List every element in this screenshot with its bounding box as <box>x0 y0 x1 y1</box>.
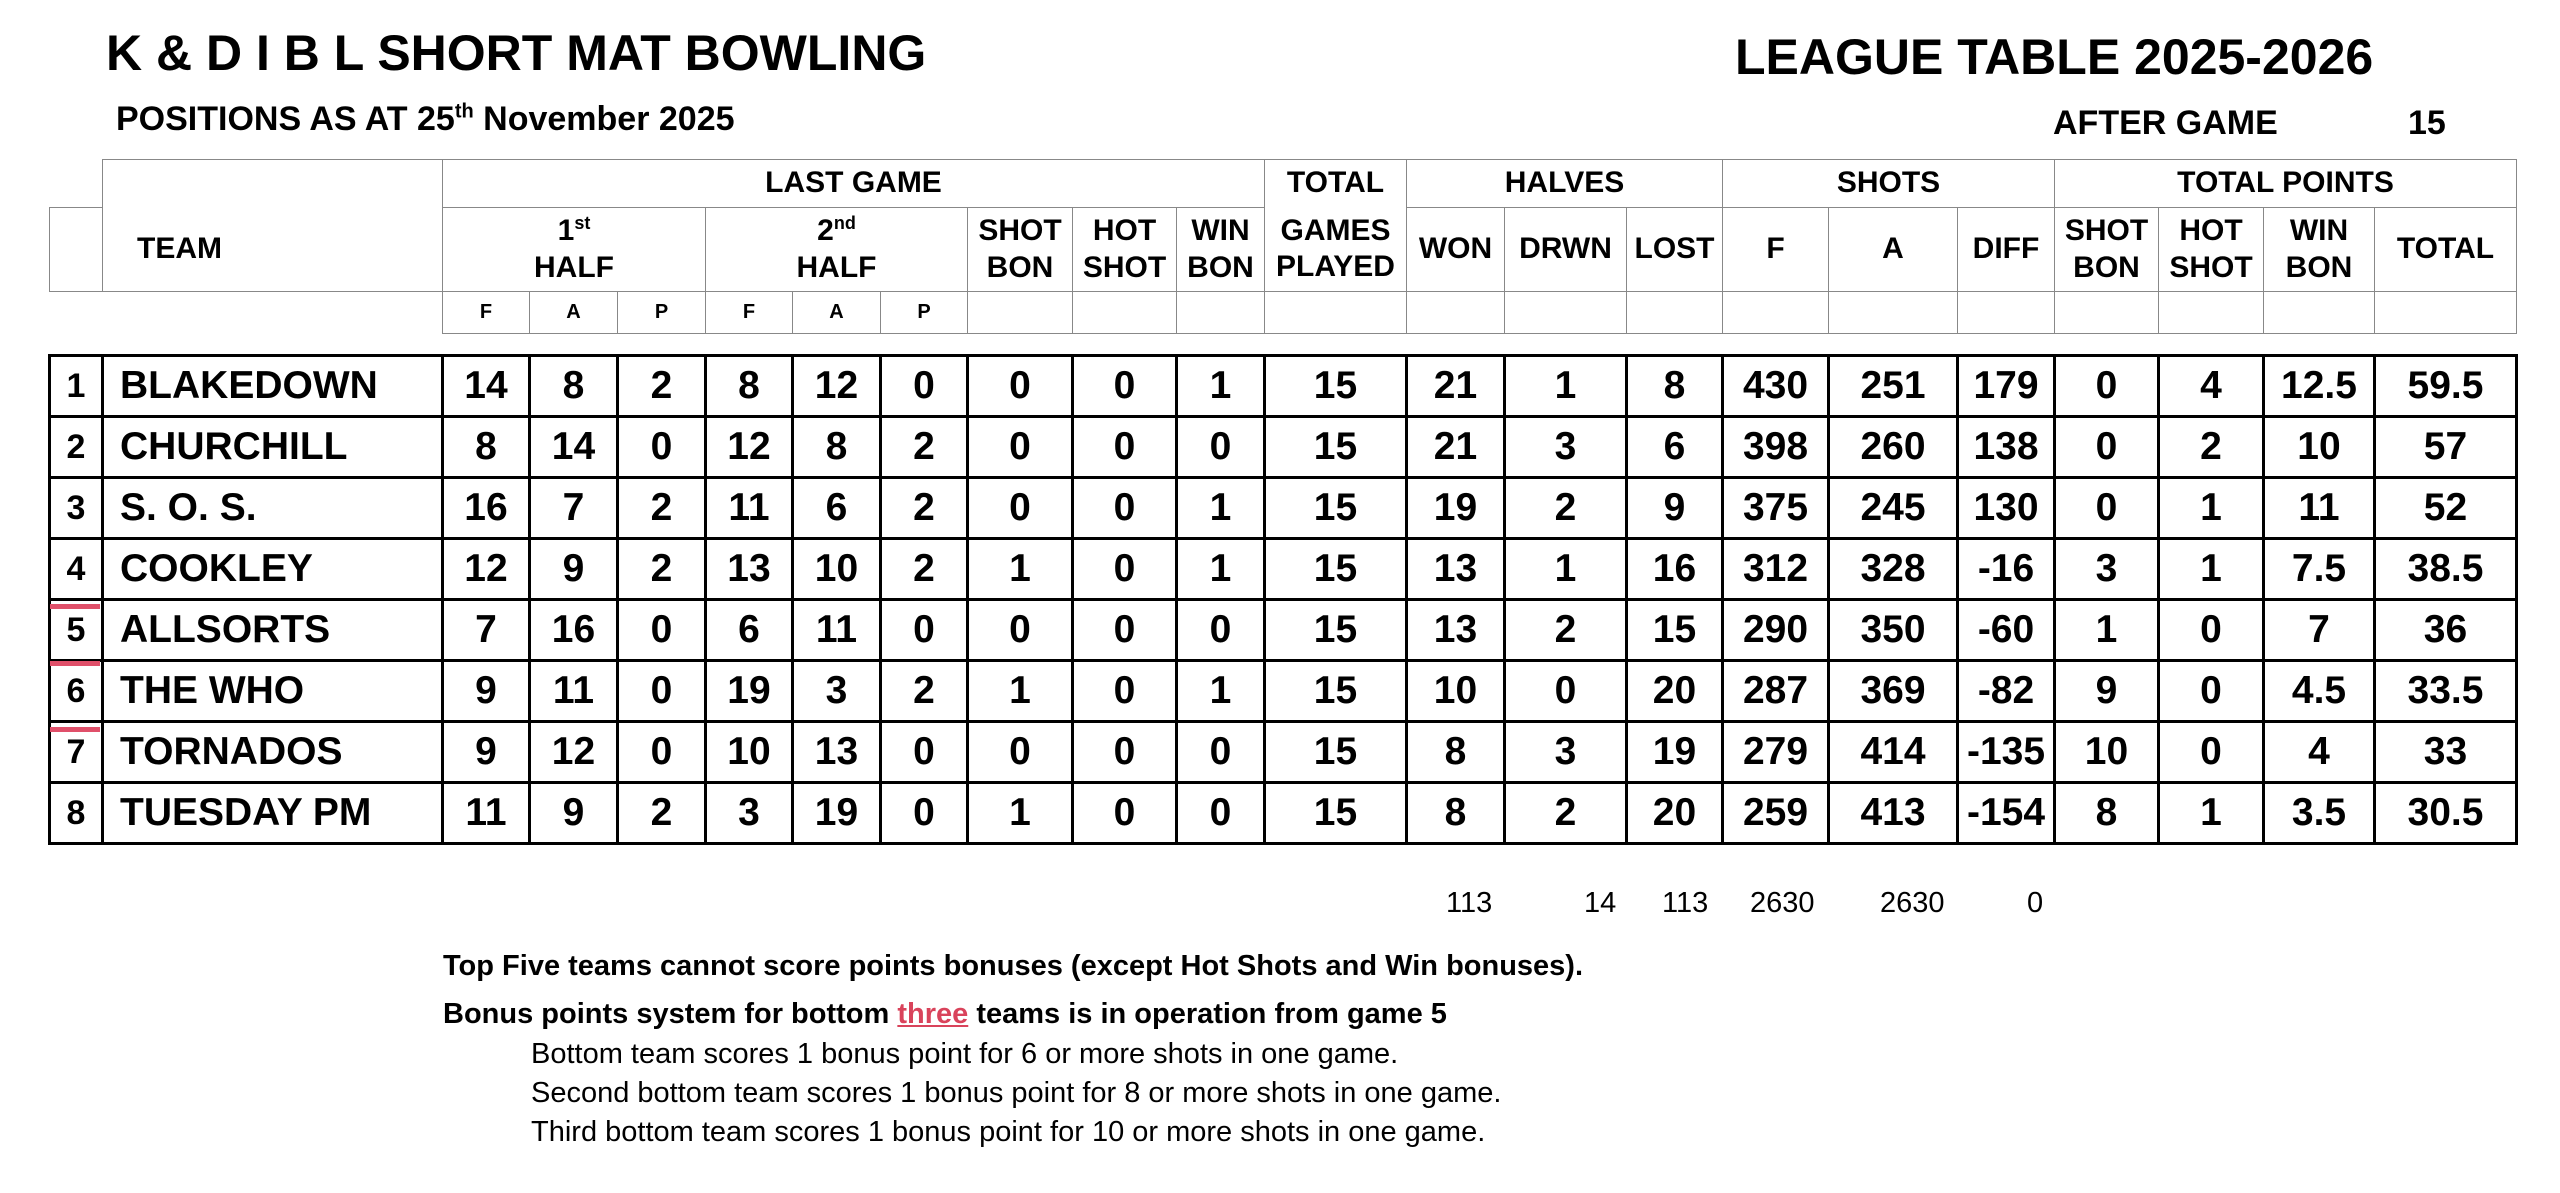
cell-pos: 4 <box>50 539 103 600</box>
table-row <box>50 417 2517 478</box>
cell-pts-shot-bon: 0 <box>2055 356 2159 417</box>
cell-h2-f: 11 <box>706 478 793 539</box>
total-points-header: TOTAL POINTS <box>2055 160 2517 208</box>
cell-pts-win-bon: 10 <box>2264 417 2375 478</box>
cell-lost: 15 <box>1627 600 1723 661</box>
cell-shots-a: 328 <box>1829 539 1958 600</box>
shot-bon-header: SHOT BON <box>968 208 1073 292</box>
cell-h1-p: 0 <box>618 722 706 783</box>
shots-f-header: F <box>1723 208 1829 292</box>
total-a: 2630 <box>1880 887 1945 919</box>
cell-shots-f: 259 <box>1723 783 1829 844</box>
cell-diff: -16 <box>1958 539 2055 600</box>
cell-won: 21 <box>1407 356 1505 417</box>
points-shot-bon-header: SHOT BON <box>2055 208 2159 292</box>
cell-h2-f: 13 <box>706 539 793 600</box>
cell-hot-shot: 0 <box>1073 539 1177 600</box>
cell-h1-a: 14 <box>530 417 618 478</box>
last-game-header: LAST GAME <box>443 160 1265 208</box>
cell-games-played: 15 <box>1265 417 1407 478</box>
cell-diff: 179 <box>1958 356 2055 417</box>
cell-won: 10 <box>1407 661 1505 722</box>
cell-diff: 138 <box>1958 417 2055 478</box>
cell-pts-win-bon: 4.5 <box>2264 661 2375 722</box>
cell-pts-shot-bon: 1 <box>2055 600 2159 661</box>
cell-shots-a: 369 <box>1829 661 1958 722</box>
cell-shots-f: 375 <box>1723 478 1829 539</box>
total-f: 2630 <box>1750 887 1815 919</box>
cell-pts-shot-bon: 9 <box>2055 661 2159 722</box>
cell-pts-win-bon: 12.5 <box>2264 356 2375 417</box>
team-header: TEAM <box>103 208 443 292</box>
cell-shot-bon: 0 <box>968 478 1073 539</box>
cell-h2-p: 2 <box>881 661 968 722</box>
cell-pts-win-bon: 11 <box>2264 478 2375 539</box>
total-won: 113 <box>1446 887 1493 919</box>
cell-pts-hot-shot: 2 <box>2159 417 2264 478</box>
cell-h1-a: 11 <box>530 661 618 722</box>
cell-h2-f: 19 <box>706 661 793 722</box>
drwn-header: DRWN <box>1505 208 1627 292</box>
total-diff: 0 <box>2027 887 2044 919</box>
cell-games-played: 15 <box>1265 600 1407 661</box>
cell-pts-hot-shot: 1 <box>2159 539 2264 600</box>
cell-hot-shot: 0 <box>1073 356 1177 417</box>
table-row <box>50 356 2517 417</box>
cell-total-points: 36 <box>2375 600 2517 661</box>
cell-total-points: 33 <box>2375 722 2517 783</box>
cell-diff: -60 <box>1958 600 2055 661</box>
total-lost: 113 <box>1662 887 1709 919</box>
cell-pos: 6 <box>50 661 103 722</box>
cell-won: 21 <box>1407 417 1505 478</box>
cell-total-points: 57 <box>2375 417 2517 478</box>
table-row <box>50 539 2517 600</box>
cell-shots-f: 279 <box>1723 722 1829 783</box>
cell-h1-a: 7 <box>530 478 618 539</box>
cell-drwn: 2 <box>1505 783 1627 844</box>
cell-h1-p: 0 <box>618 417 706 478</box>
sub-a: A <box>793 292 881 334</box>
note-third-bottom-team: Third bottom team scores 1 bonus point for 10 or more shots in one game. <box>531 1116 1486 1148</box>
cell-team: COOKLEY <box>103 539 443 600</box>
table-row <box>50 722 2517 783</box>
cell-lost: 9 <box>1627 478 1723 539</box>
cell-pos: 7 <box>50 722 103 783</box>
cell-win-bon: 1 <box>1177 539 1265 600</box>
cell-pts-win-bon: 7 <box>2264 600 2375 661</box>
cell-h2-a: 10 <box>793 539 881 600</box>
cell-games-played: 15 <box>1265 722 1407 783</box>
cell-shots-a: 413 <box>1829 783 1958 844</box>
shots-a-header: A <box>1829 208 1958 292</box>
cell-win-bon: 0 <box>1177 783 1265 844</box>
after-game-value: 15 <box>2408 104 2446 142</box>
points-win-bon-header: WIN BON <box>2264 208 2375 292</box>
points-hot-shot-header: HOT SHOT <box>2159 208 2264 292</box>
sub-f: F <box>706 292 793 334</box>
note-second-bottom-team: Second bottom team scores 1 bonus point for 8 or more shots in one game. <box>531 1077 1502 1109</box>
cell-h1-f: 11 <box>443 783 530 844</box>
cell-pos: 2 <box>50 417 103 478</box>
cell-total-points: 33.5 <box>2375 661 2517 722</box>
cell-h1-p: 2 <box>618 478 706 539</box>
cell-h1-f: 12 <box>443 539 530 600</box>
cell-pts-hot-shot: 1 <box>2159 478 2264 539</box>
page-title: K & D I B L SHORT MAT BOWLING <box>106 25 927 81</box>
cell-hot-shot: 0 <box>1073 417 1177 478</box>
cell-h2-p: 0 <box>881 722 968 783</box>
cell-shots-f: 290 <box>1723 600 1829 661</box>
league-table-title: LEAGUE TABLE 2025-2026 <box>1735 29 2374 85</box>
cell-shots-a: 260 <box>1829 417 1958 478</box>
cell-shot-bon: 0 <box>968 356 1073 417</box>
cell-lost: 19 <box>1627 722 1723 783</box>
after-game-label: AFTER GAME <box>2053 104 2278 142</box>
cell-won: 19 <box>1407 478 1505 539</box>
cell-team: BLAKEDOWN <box>103 356 443 417</box>
cell-shot-bon: 1 <box>968 783 1073 844</box>
cell-h2-f: 10 <box>706 722 793 783</box>
cell-team: THE WHO <box>103 661 443 722</box>
table-row <box>50 783 2517 844</box>
cell-win-bon: 0 <box>1177 722 1265 783</box>
cell-h2-p: 0 <box>881 600 968 661</box>
games-played-header: GAMES PLAYED <box>1265 208 1407 292</box>
cell-h2-p: 2 <box>881 478 968 539</box>
cell-lost: 6 <box>1627 417 1723 478</box>
cell-lost: 8 <box>1627 356 1723 417</box>
cell-shots-a: 251 <box>1829 356 1958 417</box>
cell-h2-p: 2 <box>881 539 968 600</box>
second-half-header: 2nd HALF <box>706 208 968 292</box>
league-table <box>48 159 2518 845</box>
cell-games-played: 15 <box>1265 783 1407 844</box>
cell-hot-shot: 0 <box>1073 478 1177 539</box>
highlight-three: three <box>897 998 969 1030</box>
table-row <box>50 600 2517 661</box>
cell-games-played: 15 <box>1265 539 1407 600</box>
cell-shot-bon: 1 <box>968 661 1073 722</box>
cell-lost: 20 <box>1627 783 1723 844</box>
cell-win-bon: 1 <box>1177 356 1265 417</box>
cell-pos: 8 <box>50 783 103 844</box>
cell-pos: 3 <box>50 478 103 539</box>
lost-header: LOST <box>1627 208 1723 292</box>
cell-pts-win-bon: 4 <box>2264 722 2375 783</box>
halves-header: HALVES <box>1407 160 1723 208</box>
cell-won: 8 <box>1407 722 1505 783</box>
cell-team: ALLSORTS <box>103 600 443 661</box>
cell-won: 8 <box>1407 783 1505 844</box>
table-row <box>50 478 2517 539</box>
cell-lost: 16 <box>1627 539 1723 600</box>
cell-win-bon: 0 <box>1177 417 1265 478</box>
cell-hot-shot: 0 <box>1073 600 1177 661</box>
cell-h2-f: 8 <box>706 356 793 417</box>
cell-games-played: 15 <box>1265 661 1407 722</box>
sub-f: F <box>443 292 530 334</box>
cell-shots-a: 350 <box>1829 600 1958 661</box>
cell-pts-hot-shot: 0 <box>2159 722 2264 783</box>
note-bottom-team: Bottom team scores 1 bonus point for 6 or more shots in one game. <box>531 1038 1399 1070</box>
cell-h2-p: 0 <box>881 356 968 417</box>
total-points-total-header: TOTAL <box>2375 208 2517 292</box>
cell-shot-bon: 0 <box>968 600 1073 661</box>
divider-marker <box>50 727 100 732</box>
cell-win-bon: 1 <box>1177 661 1265 722</box>
sub-a: A <box>530 292 618 334</box>
cell-h1-p: 2 <box>618 356 706 417</box>
positions-date: POSITIONS AS AT 25th November 2025 <box>116 100 735 138</box>
cell-diff: -82 <box>1958 661 2055 722</box>
cell-drwn: 2 <box>1505 478 1627 539</box>
cell-h2-p: 0 <box>881 783 968 844</box>
cell-pos: 1 <box>50 356 103 417</box>
cell-hot-shot: 0 <box>1073 661 1177 722</box>
cell-diff: -135 <box>1958 722 2055 783</box>
cell-h1-f: 9 <box>443 661 530 722</box>
cell-shot-bon: 0 <box>968 417 1073 478</box>
win-bon-header: WIN BON <box>1177 208 1265 292</box>
cell-h2-p: 2 <box>881 417 968 478</box>
cell-h1-p: 0 <box>618 661 706 722</box>
cell-lost: 20 <box>1627 661 1723 722</box>
sub-p: P <box>618 292 706 334</box>
cell-h2-a: 8 <box>793 417 881 478</box>
cell-h1-p: 2 <box>618 539 706 600</box>
divider-marker <box>50 604 100 609</box>
total-drwn: 14 <box>1584 887 1617 919</box>
cell-h2-f: 12 <box>706 417 793 478</box>
cell-h2-a: 13 <box>793 722 881 783</box>
cell-pts-shot-bon: 0 <box>2055 417 2159 478</box>
cell-shots-a: 245 <box>1829 478 1958 539</box>
cell-h1-f: 7 <box>443 600 530 661</box>
cell-shots-f: 312 <box>1723 539 1829 600</box>
cell-h2-a: 6 <box>793 478 881 539</box>
cell-pts-hot-shot: 1 <box>2159 783 2264 844</box>
cell-team: S. O. S. <box>103 478 443 539</box>
cell-h1-f: 9 <box>443 722 530 783</box>
cell-total-points: 59.5 <box>2375 356 2517 417</box>
cell-pts-shot-bon: 8 <box>2055 783 2159 844</box>
cell-drwn: 3 <box>1505 722 1627 783</box>
note-bonus-system: Bonus points system for bottom three teams is in operation from game 5 <box>443 998 1447 1030</box>
cell-team: CHURCHILL <box>103 417 443 478</box>
cell-hot-shot: 0 <box>1073 722 1177 783</box>
cell-pts-win-bon: 7.5 <box>2264 539 2375 600</box>
cell-h1-f: 16 <box>443 478 530 539</box>
cell-win-bon: 1 <box>1177 478 1265 539</box>
cell-diff: -154 <box>1958 783 2055 844</box>
cell-pts-hot-shot: 0 <box>2159 661 2264 722</box>
cell-drwn: 2 <box>1505 600 1627 661</box>
cell-total-points: 38.5 <box>2375 539 2517 600</box>
cell-h1-a: 12 <box>530 722 618 783</box>
won-header: WON <box>1407 208 1505 292</box>
cell-pts-win-bon: 3.5 <box>2264 783 2375 844</box>
cell-pts-hot-shot: 4 <box>2159 356 2264 417</box>
cell-team: TORNADOS <box>103 722 443 783</box>
sub-p: P <box>881 292 968 334</box>
cell-h1-a: 16 <box>530 600 618 661</box>
first-half-header: 1st HALF <box>443 208 706 292</box>
cell-h2-a: 12 <box>793 356 881 417</box>
hot-shot-header: HOT SHOT <box>1073 208 1177 292</box>
cell-drwn: 3 <box>1505 417 1627 478</box>
cell-pts-shot-bon: 10 <box>2055 722 2159 783</box>
cell-team: TUESDAY PM <box>103 783 443 844</box>
cell-shot-bon: 0 <box>968 722 1073 783</box>
cell-shots-f: 430 <box>1723 356 1829 417</box>
cell-h2-f: 3 <box>706 783 793 844</box>
cell-shot-bon: 1 <box>968 539 1073 600</box>
cell-h1-p: 2 <box>618 783 706 844</box>
cell-diff: 130 <box>1958 478 2055 539</box>
cell-pts-shot-bon: 0 <box>2055 478 2159 539</box>
cell-games-played: 15 <box>1265 356 1407 417</box>
cell-h1-f: 14 <box>443 356 530 417</box>
cell-pts-hot-shot: 0 <box>2159 600 2264 661</box>
cell-h1-a: 9 <box>530 539 618 600</box>
note-top-five: Top Five teams cannot score points bonuses (except Hot Shots and Win bonuses). <box>443 950 1584 982</box>
cell-h1-f: 8 <box>443 417 530 478</box>
cell-pts-shot-bon: 3 <box>2055 539 2159 600</box>
table-row <box>50 661 2517 722</box>
cell-shots-f: 398 <box>1723 417 1829 478</box>
cell-won: 13 <box>1407 600 1505 661</box>
cell-h2-f: 6 <box>706 600 793 661</box>
cell-hot-shot: 0 <box>1073 783 1177 844</box>
total-header: TOTAL <box>1265 160 1407 208</box>
cell-h2-a: 19 <box>793 783 881 844</box>
cell-h1-p: 0 <box>618 600 706 661</box>
cell-games-played: 15 <box>1265 478 1407 539</box>
cell-total-points: 30.5 <box>2375 783 2517 844</box>
cell-pos: 5 <box>50 600 103 661</box>
cell-h1-a: 9 <box>530 783 618 844</box>
cell-shots-a: 414 <box>1829 722 1958 783</box>
cell-drwn: 0 <box>1505 661 1627 722</box>
cell-h2-a: 3 <box>793 661 881 722</box>
divider-marker <box>50 661 100 666</box>
shots-header: SHOTS <box>1723 160 2055 208</box>
cell-drwn: 1 <box>1505 539 1627 600</box>
cell-h2-a: 11 <box>793 600 881 661</box>
cell-drwn: 1 <box>1505 356 1627 417</box>
cell-win-bon: 0 <box>1177 600 1265 661</box>
cell-won: 13 <box>1407 539 1505 600</box>
cell-total-points: 52 <box>2375 478 2517 539</box>
diff-header: DIFF <box>1958 208 2055 292</box>
cell-h1-a: 8 <box>530 356 618 417</box>
cell-shots-f: 287 <box>1723 661 1829 722</box>
